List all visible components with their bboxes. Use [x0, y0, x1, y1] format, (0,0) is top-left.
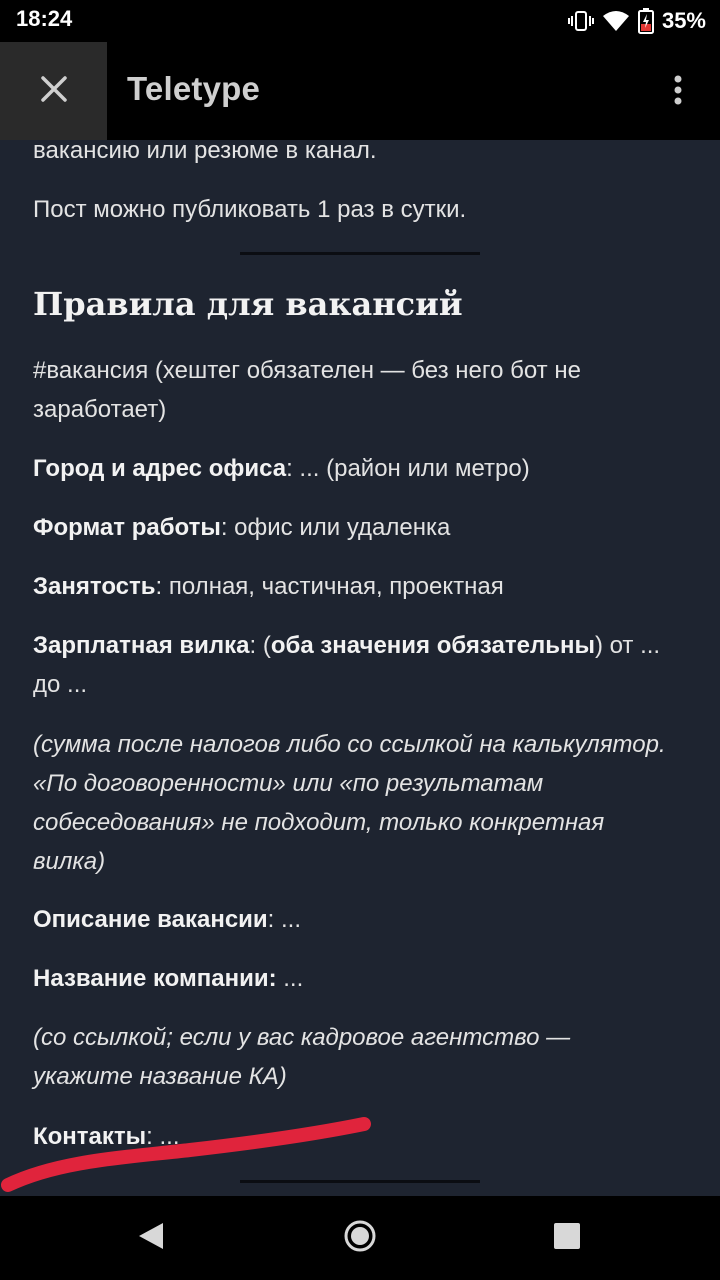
battery-percent: 35%	[661, 8, 706, 33]
vibrate-icon	[568, 10, 594, 32]
employment-label: Занятость	[33, 573, 156, 600]
company-label: Название компании:	[33, 965, 277, 992]
employment-value: : полная, частичная, проектная	[155, 573, 504, 600]
paragraph-salary-note	[33, 725, 673, 881]
back-button[interactable]	[126, 1216, 176, 1260]
home-icon	[343, 1219, 377, 1258]
article-content	[0, 140, 720, 1196]
paragraph-company	[33, 959, 683, 998]
format-label: Формат работы	[33, 514, 221, 541]
description-value: : ...	[267, 906, 302, 933]
app-bar	[0, 42, 720, 140]
status-icons	[568, 6, 706, 36]
app-title: Teletype	[127, 70, 261, 107]
paragraph-hashtag: #вакансия (хештег обязателен — без него бот не заработает)	[33, 357, 581, 423]
salary-range: ) от ... до ...	[33, 632, 661, 698]
battery-icon	[638, 8, 654, 34]
city-value: : ... (район или метро)	[286, 455, 530, 482]
paragraph-contacts	[33, 1117, 683, 1156]
company-value: ...	[276, 965, 304, 992]
section-heading: Правила для вакансий	[33, 285, 463, 323]
more-vert-icon	[673, 75, 683, 110]
status-bar	[0, 0, 720, 42]
divider-top	[240, 252, 480, 255]
company-note: (со ссылкой; если у вас кадровое агентство — укажите название КА)	[33, 1024, 571, 1090]
recents-button[interactable]	[542, 1216, 592, 1260]
paragraph-company-note	[33, 1018, 633, 1096]
menu-button[interactable]	[658, 72, 698, 112]
contacts-value: : ...	[146, 1123, 180, 1150]
back-icon	[137, 1221, 165, 1256]
paragraph-city	[33, 449, 683, 488]
close-button[interactable]	[0, 42, 107, 140]
close-icon	[40, 75, 68, 108]
wifi-icon	[602, 10, 630, 32]
contacts-label: Контакты	[33, 1123, 147, 1150]
salary-note: (сумма после налогов либо со ссылкой на калькулятор. «По договоренности» или «по результатам собеседования» не подходит, только конкретная вилка)	[33, 731, 666, 875]
paragraph-post-frequency: Пост можно публиковать 1 раз в сутки.	[33, 196, 467, 223]
status-time: 18:24	[16, 6, 73, 31]
salary-label: Зарплатная вилка	[33, 632, 250, 659]
navigation-bar	[0, 1196, 720, 1280]
recents-icon	[553, 1222, 581, 1255]
paragraph-format	[33, 508, 683, 547]
salary-mid: : (	[249, 632, 271, 659]
city-label: Город и адрес офиса	[33, 455, 287, 482]
paragraph-description	[33, 900, 683, 939]
description-label: Описание вакансии	[33, 906, 268, 933]
format-value: : офис или удаленка	[220, 514, 451, 541]
paragraph-employment	[33, 567, 683, 606]
salary-required: оба значения обязательны	[270, 632, 595, 659]
divider-bottom	[240, 1180, 480, 1183]
paragraph-salary	[33, 626, 683, 704]
home-button[interactable]	[335, 1216, 385, 1260]
paragraph-intro-partial: вакансию или резюме в канал.	[33, 140, 377, 164]
